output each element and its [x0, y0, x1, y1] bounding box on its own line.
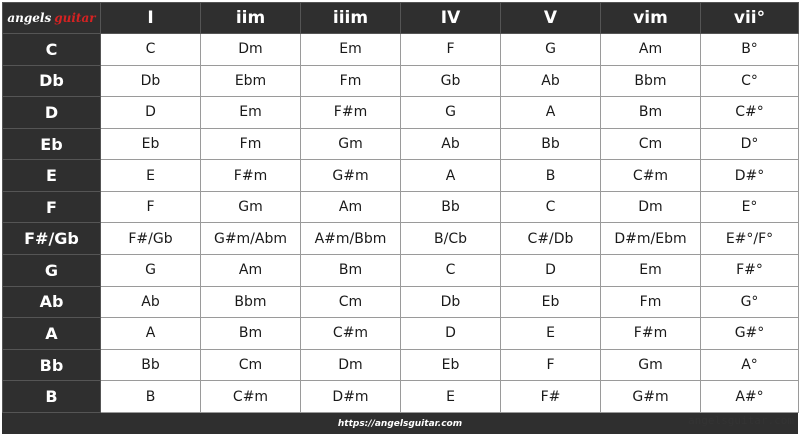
chord-cell: F#° [701, 255, 799, 287]
chord-cell: G#m [301, 160, 401, 192]
chord-table-body [3, 34, 799, 413]
chord-cell: D [401, 318, 501, 350]
key-row [3, 97, 799, 129]
chord-cell: Eb [101, 128, 201, 160]
chord-cell: Fm [301, 65, 401, 97]
key-label: G [3, 255, 101, 287]
chord-cell: Am [201, 255, 301, 287]
chord-cell: E#°/F° [701, 223, 799, 255]
chord-cell: C#° [701, 97, 799, 129]
chord-cell: Ebm [201, 65, 301, 97]
chord-cell: Fm [601, 286, 701, 318]
chord-cell: G#m [601, 381, 701, 413]
chord-cell: Dm [201, 34, 301, 66]
chord-cell: D#m/Ebm [601, 223, 701, 255]
key-row [3, 65, 799, 97]
chord-cell: E [101, 160, 201, 192]
chord-cell: F#m [601, 318, 701, 350]
chord-cell: C#m [301, 318, 401, 350]
chord-cell: B/Cb [401, 223, 501, 255]
chord-cell: G° [701, 286, 799, 318]
chord-cell: Cm [201, 349, 301, 381]
chord-cell: Eb [501, 286, 601, 318]
chord-cell: B° [701, 34, 799, 66]
chord-cell: Cm [601, 128, 701, 160]
chord-cell: Bm [301, 255, 401, 287]
angelsguitar-logo [3, 3, 100, 33]
key-label: C [3, 34, 101, 66]
footer-url: https://angelsguitar.com [337, 418, 463, 429]
chord-cell: C [501, 191, 601, 223]
column-header-degree-1: I [101, 3, 201, 34]
key-row [3, 191, 799, 223]
chord-cell: A#m/Bbm [301, 223, 401, 255]
chord-cell: F#m [201, 160, 301, 192]
key-label: A [3, 318, 101, 350]
watermark: angelsguitar.com [688, 414, 794, 427]
chord-cell: C#/Db [501, 223, 601, 255]
chord-cell: Ab [101, 286, 201, 318]
chord-cell: Eb [401, 349, 501, 381]
key-label: Ab [3, 286, 101, 318]
key-label: Db [3, 65, 101, 97]
chord-cell: Dm [301, 349, 401, 381]
chord-cell: Db [401, 286, 501, 318]
key-label: E [3, 160, 101, 192]
chord-cell: D [501, 255, 601, 287]
chord-cell: C° [701, 65, 799, 97]
key-label: B [3, 381, 101, 413]
chord-cell: Bbm [601, 65, 701, 97]
key-row [3, 128, 799, 160]
chord-cell: A [401, 160, 501, 192]
chord-cell: A [501, 97, 601, 129]
chord-cell: B [101, 381, 201, 413]
chord-cell: Db [101, 65, 201, 97]
chord-cell: Dm [601, 191, 701, 223]
chord-cell: Am [601, 34, 701, 66]
chord-cell: C#m [601, 160, 701, 192]
chord-cell: Gb [401, 65, 501, 97]
chord-cell: B [501, 160, 601, 192]
chord-cell: C [101, 34, 201, 66]
chord-cell: F [401, 34, 501, 66]
chord-cell: Ab [401, 128, 501, 160]
chord-cell: G#m/Abm [201, 223, 301, 255]
chord-cell: Bm [201, 318, 301, 350]
chord-cell: Bm [601, 97, 701, 129]
chord-cell: A [101, 318, 201, 350]
chord-cell: F [501, 349, 601, 381]
chord-cell: A#° [701, 381, 799, 413]
chord-cell: F [101, 191, 201, 223]
chord-cell: Cm [301, 286, 401, 318]
chord-cell: Fm [201, 128, 301, 160]
key-label: Eb [3, 128, 101, 160]
chord-cell: Gm [301, 128, 401, 160]
key-row [3, 34, 799, 66]
chord-cell: Bb [101, 349, 201, 381]
key-label: Bb [3, 349, 101, 381]
key-row [3, 318, 799, 350]
header-row [3, 3, 799, 34]
key-row [3, 160, 799, 192]
chord-cell: Gm [201, 191, 301, 223]
chord-cell: D#m [301, 381, 401, 413]
chord-cell: G [401, 97, 501, 129]
chord-cell: Am [301, 191, 401, 223]
column-header-degree-2: iim [201, 3, 301, 34]
key-row [3, 286, 799, 318]
chord-cell: D#° [701, 160, 799, 192]
chord-cell: E [401, 381, 501, 413]
chord-cell: C#m [201, 381, 301, 413]
chord-cell: Gm [601, 349, 701, 381]
chord-cell: Bb [401, 191, 501, 223]
key-row [3, 349, 799, 381]
column-header-degree-7: vii° [701, 3, 799, 34]
chord-cell: Bbm [201, 286, 301, 318]
key-label: F [3, 191, 101, 223]
chord-cell: Em [301, 34, 401, 66]
column-header-degree-4: IV [401, 3, 501, 34]
chord-cell: D° [701, 128, 799, 160]
chord-cell: F# [501, 381, 601, 413]
chord-cell: Em [201, 97, 301, 129]
key-row [3, 381, 799, 413]
key-label: D [3, 97, 101, 129]
chord-cell: E° [701, 191, 799, 223]
column-header-degree-3: iiim [301, 3, 401, 34]
footer-bar [2, 413, 798, 434]
chord-cell: G [101, 255, 201, 287]
chord-cell: D [101, 97, 201, 129]
chord-cell: F#m [301, 97, 401, 129]
logo-text-guitar: guitar [54, 11, 96, 25]
chord-cell: A° [701, 349, 799, 381]
chord-cell: E [501, 318, 601, 350]
column-header-degree-6: vim [601, 3, 701, 34]
chord-cell: G [501, 34, 601, 66]
key-label: F#/Gb [3, 223, 101, 255]
chord-table [2, 2, 799, 413]
logo-text-angels: angels [7, 11, 52, 25]
column-header-degree-5: V [501, 3, 601, 34]
logo-cell [3, 3, 101, 34]
chord-cell: Ab [501, 65, 601, 97]
chord-cell: Em [601, 255, 701, 287]
key-row [3, 255, 799, 287]
key-row [3, 223, 799, 255]
chord-cell: C [401, 255, 501, 287]
chord-cell: F#/Gb [101, 223, 201, 255]
chord-cell: G#° [701, 318, 799, 350]
chord-cell: Bb [501, 128, 601, 160]
